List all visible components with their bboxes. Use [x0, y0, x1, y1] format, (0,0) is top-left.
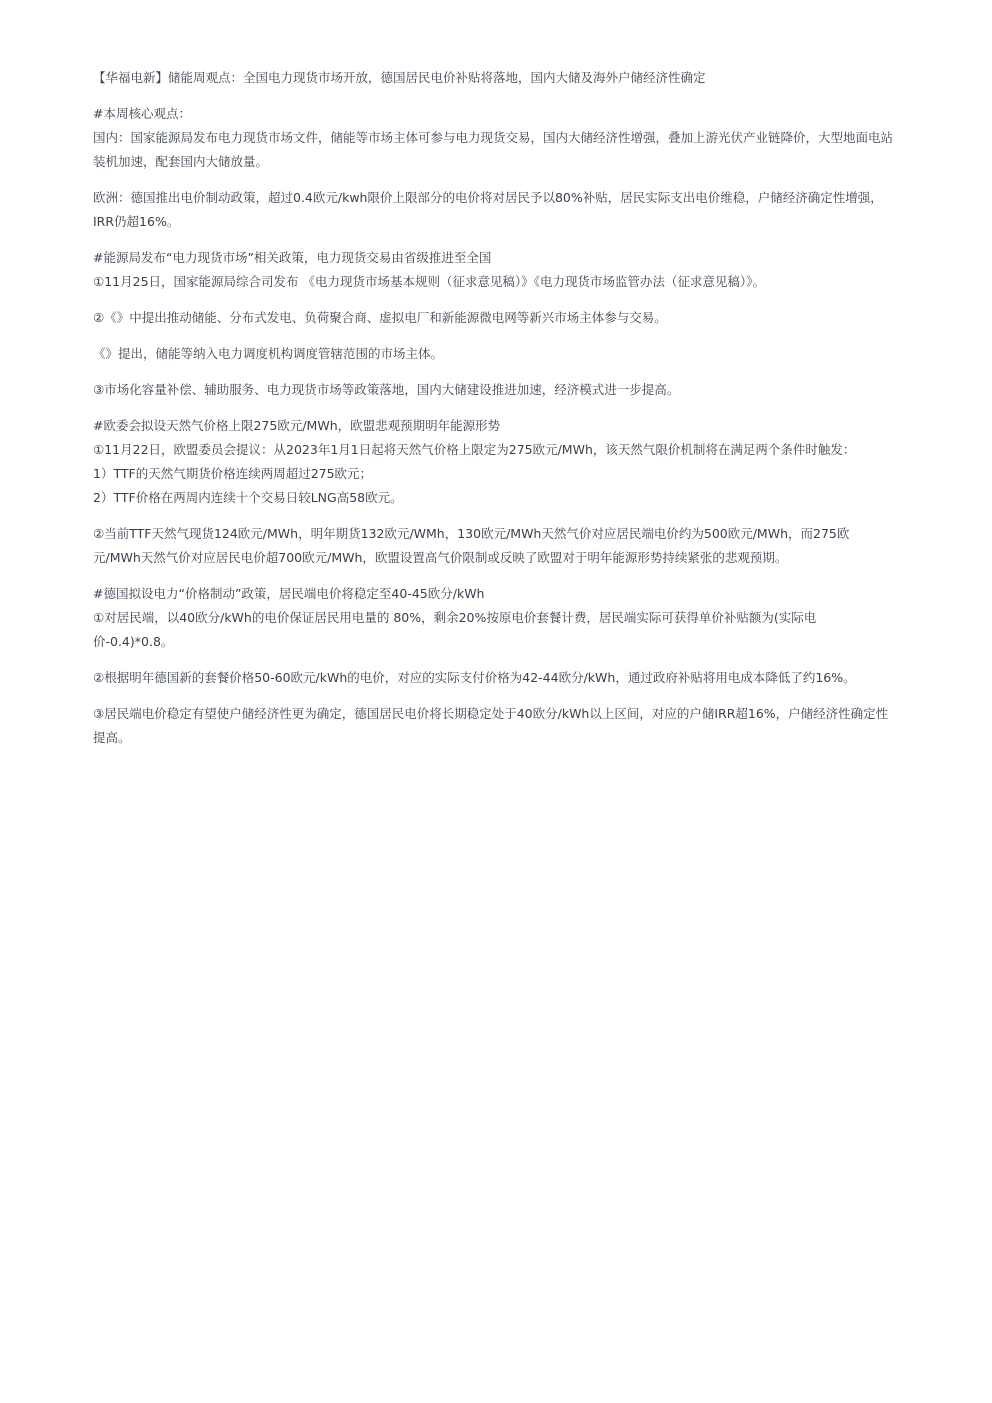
paragraph-line: ③市场化容量补偿、辅助服务、电力现货市场等政策落地，国内大储建设推进加速，经济模式进一步提高。: [93, 382, 680, 397]
paragraph-block: [93, 102, 953, 174]
paragraph-block: [93, 582, 953, 654]
paragraph-block: [93, 666, 953, 690]
paragraph-line: ②《》中提出推动储能、分布式发电、负荷聚合商、虚拟电厂和新能源微电网等新兴市场主体参与交易。: [93, 310, 667, 325]
document-body: [93, 66, 953, 762]
paragraph-line: ③居民端电价稳定有望使户储经济性更为确定，德国居民电价将长期稳定处于40欧分/kWh以上区间，对应的户储IRR超16%，户储经济性确定性: [93, 706, 889, 721]
paragraph-line: ①对居民端，以40欧分/kWh的电价保证居民用电量的 80%，剩余20%按原电价套餐计费，居民端实际可获得单价补贴额为(实际电: [93, 610, 817, 625]
paragraph-line: 装机加速，配套国内大储放量。: [93, 154, 269, 169]
paragraph-block: [93, 342, 953, 366]
paragraph-line: ②当前TTF天然气现货124欧元/MWh，明年期货132欧元/WMh，130欧元/MWh天然气价对应居民端电价约为500欧元/MWh，而275欧: [93, 526, 850, 541]
paragraph-block: [93, 702, 953, 750]
section-heading: #能源局发布“电力现货市场”相关政策，电力现货交易由省级推进至全国: [93, 250, 492, 265]
paragraph-line: 1）TTF的天然气期货价格连续两周超过275欧元；: [93, 466, 373, 481]
paragraph-line: 《》提出，储能等纳入电力调度机构调度管辖范围的市场主体。: [93, 346, 444, 361]
paragraph-block: [93, 522, 953, 570]
paragraph-line: 欧洲：德国推出电价制动政策，超过0.4欧元/kwh限价上限部分的电价将对居民予以80%补贴，居民实际支出电价维稳，户储经济确定性增强，: [93, 190, 883, 205]
paragraph-block: [93, 414, 953, 510]
paragraph-line: IRR仍超16%。: [93, 214, 180, 229]
paragraph-line: ①11月25日，国家能源局综合司发布 《电力现货市场基本规则（征求意见稿）》《电力现货市场监管办法（征求意见稿）》。: [93, 274, 765, 289]
paragraph-block: [93, 306, 953, 330]
paragraph-block: [93, 378, 953, 402]
paragraph-line: 2）TTF价格在两周内连续十个交易日较LNG高58欧元。: [93, 490, 403, 505]
section-heading: #德国拟设电力“价格制动”政策，居民端电价将稳定至40-45欧分/kWh: [93, 586, 485, 601]
document-title: 【华福电新】储能周观点：全国电力现货市场开放，德国居民电价补贴将落地，国内大储及海外户储经济性确定: [93, 70, 706, 85]
paragraph-block: [93, 246, 953, 294]
paragraph-line: ①11月22日，欧盟委员会提议：从2023年1月1日起将天然气价格上限定为275欧元/MWh，该天然气限价机制将在满足两个条件时触发：: [93, 442, 856, 457]
paragraph-line: 价-0.4)*0.8。: [93, 634, 174, 649]
paragraph-line: 国内：国家能源局发布电力现货市场文件，储能等市场主体可参与电力现货交易，国内大储经济性增强，叠加上游光伏产业链降价，大型地面电站: [93, 130, 894, 145]
paragraph-line: ②根据明年德国新的套餐价格50-60欧元/kWh的电价，对应的实际支付价格为42-44欧分/kWh，通过政府补贴将用电成本降低了约16%。: [93, 670, 856, 685]
paragraph-line: 元/MWh天然气价对应居民电价超700欧元/MWh，欧盟设置高气价限制或反映了欧盟对于明年能源形势持续紧张的悲观预期。: [93, 550, 788, 565]
document-content: [93, 102, 953, 750]
section-heading: #本周核心观点：: [93, 106, 191, 121]
paragraph-line: 提高。: [93, 730, 131, 745]
section-heading: #欧委会拟设天然气价格上限275欧元/MWh，欧盟悲观预期明年能源形势: [93, 418, 501, 433]
paragraph-block: [93, 186, 953, 234]
